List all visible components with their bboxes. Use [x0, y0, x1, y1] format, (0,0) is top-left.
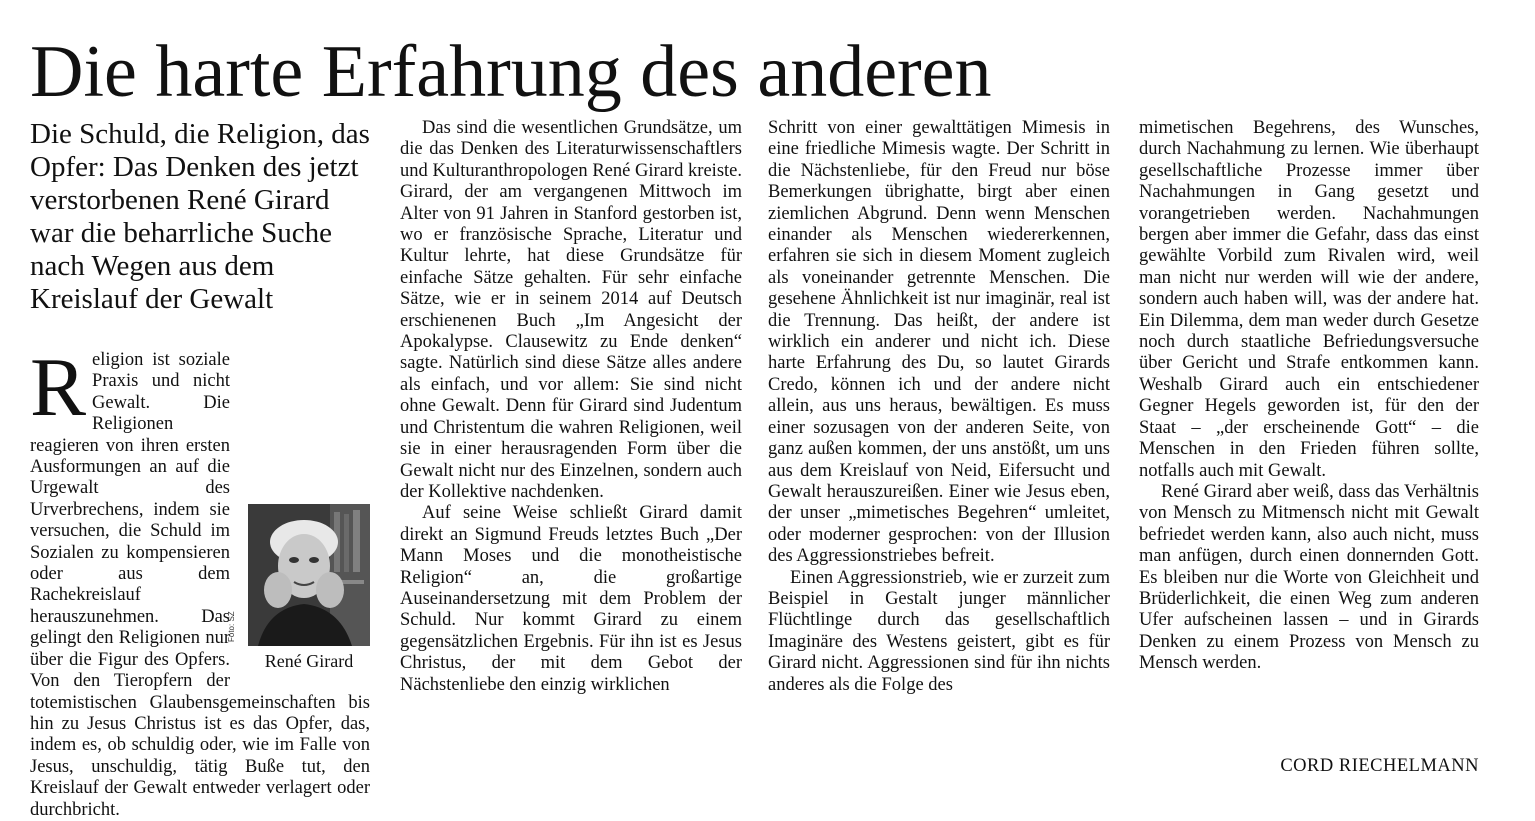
- photo-figure: [227, 504, 370, 672]
- drop-cap: R: [30, 341, 87, 434]
- photo-caption: René Girard: [264, 651, 354, 671]
- teaser: Die Schuld, die Religion, das Opfer: Das Denken des jetzt verstorbenen René Girard war die beharrliche Suche nach Wegen aus dem Kreislauf der Gewalt: [30, 118, 370, 315]
- portrait-illustration: [248, 504, 370, 646]
- column-4: [1139, 118, 1479, 675]
- author-byline: CORD RIECHELMANN: [1280, 756, 1479, 776]
- column-3: [768, 118, 1110, 696]
- photo-credit: Foto: SZ: [227, 611, 236, 642]
- intro-paragraph: eligion ist soziale Praxis und nicht Gewalt. Die Religionen reagieren von ihren ersten Ausformungen an auf die Urgewalt des Urverbrechens, indem sie versuchen, die Schuld im Sozialen zu kompensieren oder aus dem Rachekreislauf herauszunehmen. Das gelingt den Religionen nur über die Figur des Opfers. Von den Tieropfern der totemistischen Glaubensgemeinschaften bis hin zu Jesus Christus ist es das Opfer, das, indem es, ob schuldig oder, wie im Falle von Jesus, unschuldig, tätig Buße tut, den Kreislauf der Gewalt entweder verlagert oder durchbricht.: [30, 350, 370, 820]
- column-2-paragraph-2: Auf seine Weise schließt Girard damit direkt an Sigmund Freuds letztes Buch „Der Mann Moses und die monotheistische Religion“ an, die großartige Auseinandersetzung mit dem Problem der Schuld. Nur kommt Girard zu einem gegensätzlichen Ergebnis. Für ihn ist es Jesus Christus, der mit dem Gebot der Nächstenliebe den einzig wirklichen: [400, 503, 742, 695]
- column-3-paragraph-1: Schritt von einer gewalttätigen Mimesis in eine friedliche Mimesis wagte. Der Schritt in die Nächstenliebe, für den Freud nur böse Bemerkungen übrighatte, birgt aber einen ziemlichen Abgrund. Denn wenn Menschen einander als Menschen wiedererkennen, erfahren sie sich in diesem Moment zugleich als voneinander getrennte Menschen. Die gesehene Ähnlichkeit ist nur imaginär, real ist die Trennung. Das heißt, der andere ist wirklich ein anderer und nicht ich. Diese harte Erfahrung des Du, so lautet Girards Credo, können ich und der andere nicht allein, aus uns heraus, bewältigen. Es muss einer sozusagen von der anderen Seite, von ganz außen kommen, der uns anstößt, um uns aus dem Kreislauf von Neid, Eifersucht und Gewalt herauszureißen. Einer wie Jesus eben, der unser „mimetisches Begehren“ umleitet, oder moderner gesprochen: von der Illusion des Aggressionstriebes befreit.: [768, 118, 1110, 567]
- portrait-photo: [227, 504, 370, 646]
- column-4-paragraph-2: René Girard aber weiß, dass das Verhältnis von Mensch zu Mitmensch nicht mit Gewalt befriedet werden kann, also auch nicht, muss man anfügen, durch einen donnernden Gott. Es bleiben nur die Worte von Gleichheit und Brüderlichkeit, die einen Weg zum anderen Ufer aufscheinen lassen – und in Girards Denken zu einem Prozess von Mensch zu Mensch werden.: [1139, 481, 1479, 674]
- column-2: [400, 118, 742, 696]
- column-4-paragraph-1: mimetischen Begehrens, des Wunsches, durch Nachahmung zu lernen. Wie überhaupt gesellschaftliche Prozesse immer über Nachahmungen in Gang gesetzt und vorangetrieben werden. Nachahmungen bergen aber immer die Gefahr, dass das einst gewählte Vorbild zum Rivalen wird, weil man nicht nur werden will wie der andere, sondern auch haben will, was der andere hat. Ein Dilemma, dem man weder durch Gesetze noch durch staatliche Befriedungsversuche über Gericht und Strafe entkommen kann. Weshalb Girard auch ein entschiedener Gegner Hegels geworden ist, für den der Staat – „der erscheinende Gott“ – die Menschen in den Frieden führen sollte, notfalls auch mit Gewalt.: [1139, 118, 1479, 481]
- headline: Die harte Erfahrung des anderen: [30, 31, 992, 113]
- intro-block: [30, 341, 370, 821]
- column-2-paragraph-1: Das sind die wesentlichen Grundsätze, um die das Denken des Literaturwissenschaftlers und Kulturanthropologen René Girard kreiste. Girard, der am vergangenen Mittwoch im Alter von 91 Jahren in Stanford gestorben ist, wo er französische Sprache, Literatur und Kultur lehrte, hat diese Grundsätze für einfache Sätze gehalten. Für sehr einfache Sätze, wie er in seinem 2014 auf Deutsch erschienenen Buch „Im Angesicht der Apokalypse. Clausewitz zu Ende denken“ sagte. Natürlich sind diese Sätze alles andere als einfach, und vor allem: Sie sind nicht ohne Gewalt. Denn für Girard sind Judentum und Christentum die wahren Religionen, weil sie in einer herausragenden Form über die Gewalt nicht nur des Einzelnen, sondern auch der Kollektive nachdenken.: [400, 118, 742, 502]
- column-1: [30, 118, 370, 316]
- column-3-paragraph-2: Einen Aggressionstrieb, wie er zurzeit zum Beispiel in Gestalt junger männlicher Flüchtlinge durch das gesellschaftlich Imaginäre des Westens geistert, gibt es für Girard nicht. Aggressionen sind für ihn nichts anderes als die Folge des: [768, 567, 1110, 695]
